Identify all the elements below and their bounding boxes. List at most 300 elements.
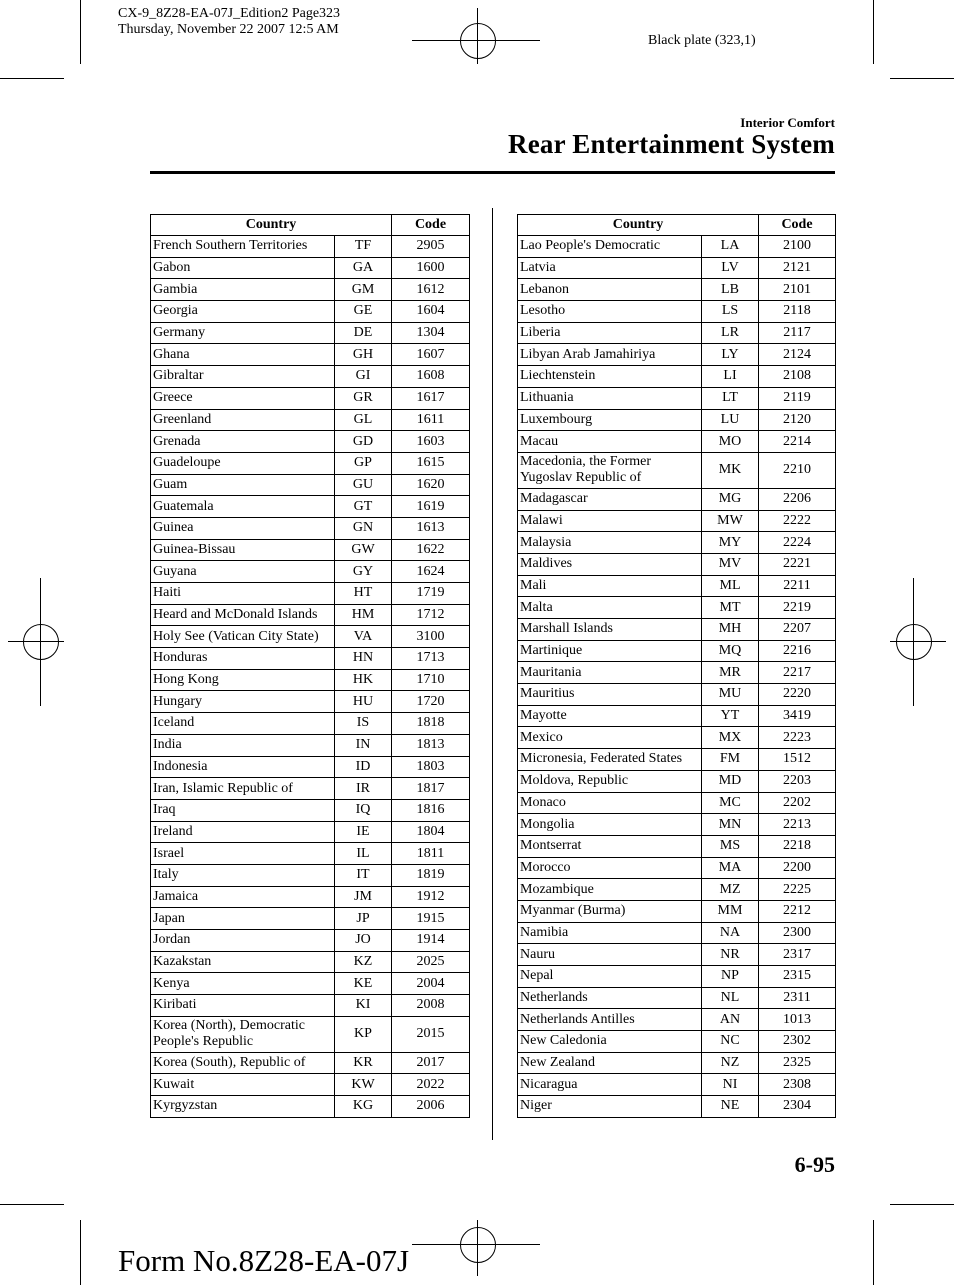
table-row: [518, 301, 836, 323]
code-cell: 2217: [759, 662, 836, 684]
code-cell: 1804: [392, 821, 470, 843]
table-row: [518, 857, 836, 879]
table-header-row: [518, 215, 836, 236]
country-cell: Ghana: [151, 344, 335, 366]
code-cell: 2317: [759, 944, 836, 966]
country-cell: Guinea-Bissau: [151, 539, 335, 561]
country-cell: Grenada: [151, 431, 335, 453]
table-row: [518, 1074, 836, 1096]
code-cell: 2015: [392, 1016, 470, 1052]
code-cell: 2221: [759, 553, 836, 575]
code-cell: 1914: [392, 930, 470, 952]
table-row: [151, 886, 470, 908]
code-cell: 1622: [392, 539, 470, 561]
country-cell: French Southern Territories: [151, 236, 335, 258]
abbr-cell: MV: [702, 553, 759, 575]
code-cell: 2121: [759, 257, 836, 279]
code-cell: 1624: [392, 561, 470, 583]
abbr-cell: MU: [702, 684, 759, 706]
abbr-cell: GD: [335, 431, 392, 453]
country-cell: Malawi: [518, 510, 702, 532]
abbr-cell: NA: [702, 922, 759, 944]
country-cell: Honduras: [151, 648, 335, 670]
table-row: [151, 734, 470, 756]
abbr-cell: ID: [335, 756, 392, 778]
code-cell: 2008: [392, 995, 470, 1017]
table-row: [151, 279, 470, 301]
country-cell: Lao People's Democratic: [518, 236, 702, 258]
country-cell: Japan: [151, 908, 335, 930]
code-cell: 2202: [759, 792, 836, 814]
abbr-cell: ML: [702, 575, 759, 597]
code-cell: 2207: [759, 619, 836, 641]
abbr-cell: MY: [702, 532, 759, 554]
country-cell: Israel: [151, 843, 335, 865]
table-row: [151, 648, 470, 670]
code-cell: 1512: [759, 749, 836, 771]
abbr-cell: GU: [335, 474, 392, 496]
abbr-cell: MR: [702, 662, 759, 684]
table-row: [151, 583, 470, 605]
country-cell: Lithuania: [518, 387, 702, 409]
abbr-cell: JP: [335, 908, 392, 930]
country-cell: Mozambique: [518, 879, 702, 901]
table-row: [151, 496, 470, 518]
page-title: Rear Entertainment System: [508, 129, 835, 159]
country-cell: Netherlands Antilles: [518, 1009, 702, 1031]
table-row: [518, 1096, 836, 1118]
code-cell: 2200: [759, 857, 836, 879]
country-cell: Kyrgyzstan: [151, 1096, 335, 1118]
abbr-cell: HK: [335, 669, 392, 691]
table-row: [151, 236, 470, 258]
table-row: [518, 366, 836, 388]
table-row: [518, 900, 836, 922]
code-cell: 2905: [392, 236, 470, 258]
abbr-cell: VA: [335, 626, 392, 648]
registration-circle: [896, 624, 932, 660]
abbr-cell: NL: [702, 987, 759, 1009]
country-cell: Morocco: [518, 857, 702, 879]
country-cell: Malta: [518, 597, 702, 619]
code-cell: 1603: [392, 431, 470, 453]
country-cell: Montserrat: [518, 835, 702, 857]
table-row: [151, 951, 470, 973]
abbr-cell: IN: [335, 734, 392, 756]
code-cell: 2308: [759, 1074, 836, 1096]
code-cell: 1811: [392, 843, 470, 865]
table-row: [151, 778, 470, 800]
country-cell: Iceland: [151, 713, 335, 735]
abbr-cell: DE: [335, 322, 392, 344]
country-cell: Georgia: [151, 301, 335, 323]
abbr-cell: HM: [335, 604, 392, 626]
table-row: [518, 257, 836, 279]
country-cell: Indonesia: [151, 756, 335, 778]
table-row: [518, 749, 836, 771]
code-cell: 1304: [392, 322, 470, 344]
table-row: [151, 539, 470, 561]
abbr-cell: IT: [335, 864, 392, 886]
country-cell: Lesotho: [518, 301, 702, 323]
code-cell: 1819: [392, 864, 470, 886]
abbr-cell: AN: [702, 1009, 759, 1031]
plate-label: Black plate (323,1): [648, 33, 756, 48]
page-number: 6-95: [794, 1152, 835, 1177]
code-cell: 2212: [759, 900, 836, 922]
code-cell: 1719: [392, 583, 470, 605]
country-cell: Nauru: [518, 944, 702, 966]
country-cell: Macau: [518, 431, 702, 453]
code-cell: 1608: [392, 366, 470, 388]
abbr-cell: NI: [702, 1074, 759, 1096]
code-cell: 2225: [759, 879, 836, 901]
table-row: [151, 973, 470, 995]
country-cell: Mayotte: [518, 705, 702, 727]
table-row: [518, 488, 836, 510]
print-meta: [118, 6, 340, 38]
abbr-cell: KG: [335, 1096, 392, 1118]
table-row: [151, 431, 470, 453]
abbr-cell: MO: [702, 431, 759, 453]
country-cell: Mauritania: [518, 662, 702, 684]
country-cell: Greece: [151, 387, 335, 409]
crop-mark: [0, 78, 64, 79]
code-cell: 2216: [759, 640, 836, 662]
code-cell: 2300: [759, 922, 836, 944]
table-row: [151, 452, 470, 474]
code-cell: 2120: [759, 409, 836, 431]
table-row: [151, 626, 470, 648]
country-cell: Kuwait: [151, 1074, 335, 1096]
code-cell: 1712: [392, 604, 470, 626]
abbr-cell: MM: [702, 900, 759, 922]
country-cell: Macedonia, the Former Yugoslav Republic of: [518, 452, 702, 488]
table-row: [151, 301, 470, 323]
abbr-cell: IE: [335, 821, 392, 843]
table-row: [151, 474, 470, 496]
abbr-cell: KE: [335, 973, 392, 995]
abbr-cell: MC: [702, 792, 759, 814]
country-cell: Holy See (Vatican City State): [151, 626, 335, 648]
table-row: [518, 279, 836, 301]
table-row: [518, 944, 836, 966]
country-cell: Haiti: [151, 583, 335, 605]
abbr-cell: KW: [335, 1074, 392, 1096]
country-code-table-right: [517, 214, 836, 1118]
code-cell: 1713: [392, 648, 470, 670]
country-cell: Liechtenstein: [518, 366, 702, 388]
abbr-cell: LU: [702, 409, 759, 431]
code-cell: 2210: [759, 452, 836, 488]
country-cell: Madagascar: [518, 488, 702, 510]
country-header: Country: [151, 215, 392, 236]
table-header-row: [151, 215, 470, 236]
table-row: [151, 1074, 470, 1096]
abbr-cell: HU: [335, 691, 392, 713]
abbr-cell: MT: [702, 597, 759, 619]
table-row: [518, 236, 836, 258]
table-row: [518, 879, 836, 901]
abbr-cell: HN: [335, 648, 392, 670]
registration-circle: [460, 1227, 496, 1263]
abbr-cell: NR: [702, 944, 759, 966]
table-row: [518, 662, 836, 684]
country-cell: Lebanon: [518, 279, 702, 301]
country-cell: Gambia: [151, 279, 335, 301]
country-cell: Libyan Arab Jamahiriya: [518, 344, 702, 366]
code-cell: 2203: [759, 770, 836, 792]
abbr-cell: GT: [335, 496, 392, 518]
table-row: [151, 669, 470, 691]
table-row: [151, 387, 470, 409]
abbr-cell: GE: [335, 301, 392, 323]
form-number: Form No.8Z28-EA-07J: [118, 1243, 410, 1278]
table-row: [518, 770, 836, 792]
table-row: [518, 727, 836, 749]
country-cell: Guadeloupe: [151, 452, 335, 474]
country-cell: Germany: [151, 322, 335, 344]
abbr-cell: KP: [335, 1016, 392, 1052]
table-row: [518, 597, 836, 619]
country-cell: Iran, Islamic Republic of: [151, 778, 335, 800]
code-cell: 2022: [392, 1074, 470, 1096]
code-cell: 1617: [392, 387, 470, 409]
abbr-cell: GW: [335, 539, 392, 561]
code-cell: 2206: [759, 488, 836, 510]
code-header: Code: [392, 215, 470, 236]
country-cell: Ireland: [151, 821, 335, 843]
country-cell: Mauritius: [518, 684, 702, 706]
table-row: [151, 930, 470, 952]
table-row: [151, 604, 470, 626]
country-cell: Heard and McDonald Islands: [151, 604, 335, 626]
abbr-cell: LR: [702, 322, 759, 344]
table-row: [518, 510, 836, 532]
country-cell: Micronesia, Federated States: [518, 749, 702, 771]
country-cell: Mali: [518, 575, 702, 597]
code-header: Code: [759, 215, 836, 236]
table-row: [151, 1052, 470, 1074]
abbr-cell: IQ: [335, 799, 392, 821]
table-row: [518, 684, 836, 706]
code-cell: 2304: [759, 1096, 836, 1118]
abbr-cell: MD: [702, 770, 759, 792]
code-cell: 2315: [759, 966, 836, 988]
abbr-cell: GN: [335, 517, 392, 539]
country-cell: Kenya: [151, 973, 335, 995]
crop-mark: [873, 1220, 874, 1285]
table-row: [518, 452, 836, 488]
code-cell: 2025: [392, 951, 470, 973]
abbr-cell: NE: [702, 1096, 759, 1118]
abbr-cell: KI: [335, 995, 392, 1017]
country-cell: Myanmar (Burma): [518, 900, 702, 922]
country-cell: Mongolia: [518, 814, 702, 836]
table-row: [518, 922, 836, 944]
table-row: [151, 517, 470, 539]
country-cell: Mexico: [518, 727, 702, 749]
table-row: [518, 640, 836, 662]
country-cell: Guinea: [151, 517, 335, 539]
table-row: [518, 1052, 836, 1074]
code-cell: 3419: [759, 705, 836, 727]
country-cell: Nicaragua: [518, 1074, 702, 1096]
abbr-cell: YT: [702, 705, 759, 727]
code-cell: 2124: [759, 344, 836, 366]
code-cell: 1912: [392, 886, 470, 908]
country-cell: Jordan: [151, 930, 335, 952]
country-cell: New Zealand: [518, 1052, 702, 1074]
table-row: [151, 561, 470, 583]
code-cell: 2218: [759, 835, 836, 857]
column-divider: [492, 208, 493, 1140]
table-row: [518, 835, 836, 857]
abbr-cell: NC: [702, 1031, 759, 1053]
code-cell: 1611: [392, 409, 470, 431]
abbr-cell: LI: [702, 366, 759, 388]
code-cell: 1813: [392, 734, 470, 756]
file-line: CX-9_8Z28-EA-07J_Edition2 Page323: [118, 6, 341, 21]
table-row: [151, 322, 470, 344]
table-row: [518, 532, 836, 554]
table-row: [151, 366, 470, 388]
country-cell: Greenland: [151, 409, 335, 431]
table-row: [151, 864, 470, 886]
code-cell: 2222: [759, 510, 836, 532]
table-row: [151, 756, 470, 778]
country-cell: Hong Kong: [151, 669, 335, 691]
code-cell: 2223: [759, 727, 836, 749]
country-cell: Kiribati: [151, 995, 335, 1017]
abbr-cell: MX: [702, 727, 759, 749]
abbr-cell: GR: [335, 387, 392, 409]
abbr-cell: GH: [335, 344, 392, 366]
title-rule: [150, 171, 835, 174]
code-cell: 1710: [392, 669, 470, 691]
code-cell: 2220: [759, 684, 836, 706]
country-cell: Namibia: [518, 922, 702, 944]
country-cell: Nepal: [518, 966, 702, 988]
abbr-cell: KR: [335, 1052, 392, 1074]
abbr-cell: KZ: [335, 951, 392, 973]
country-header: Country: [518, 215, 759, 236]
abbr-cell: LS: [702, 301, 759, 323]
abbr-cell: MS: [702, 835, 759, 857]
code-cell: 1013: [759, 1009, 836, 1031]
table-row: [518, 431, 836, 453]
crop-mark: [873, 0, 874, 64]
abbr-cell: FM: [702, 749, 759, 771]
code-cell: 2214: [759, 431, 836, 453]
table-row: [518, 553, 836, 575]
table-row: [151, 821, 470, 843]
code-cell: 2224: [759, 532, 836, 554]
abbr-cell: NP: [702, 966, 759, 988]
abbr-cell: JO: [335, 930, 392, 952]
table-row: [518, 322, 836, 344]
abbr-cell: MW: [702, 510, 759, 532]
table-row: [518, 705, 836, 727]
code-cell: 2219: [759, 597, 836, 619]
table-row: [518, 387, 836, 409]
abbr-cell: TF: [335, 236, 392, 258]
abbr-cell: IS: [335, 713, 392, 735]
abbr-cell: MA: [702, 857, 759, 879]
code-cell: 2006: [392, 1096, 470, 1118]
table-row: [518, 1031, 836, 1053]
country-cell: Liberia: [518, 322, 702, 344]
section-label: Interior Comfort: [740, 115, 835, 130]
abbr-cell: MN: [702, 814, 759, 836]
table-row: [151, 257, 470, 279]
code-cell: 1612: [392, 279, 470, 301]
code-cell: 1600: [392, 257, 470, 279]
country-cell: Kazakstan: [151, 951, 335, 973]
table-row: [151, 713, 470, 735]
code-cell: 1816: [392, 799, 470, 821]
table-row: [518, 409, 836, 431]
code-cell: 1720: [392, 691, 470, 713]
code-cell: 2100: [759, 236, 836, 258]
table-row: [518, 987, 836, 1009]
abbr-cell: IR: [335, 778, 392, 800]
country-cell: Gabon: [151, 257, 335, 279]
country-cell: Korea (North), Democratic People's Republic: [151, 1016, 335, 1052]
abbr-cell: MQ: [702, 640, 759, 662]
abbr-cell: LB: [702, 279, 759, 301]
code-cell: 2004: [392, 973, 470, 995]
table-row: [151, 409, 470, 431]
table-row: [151, 1016, 470, 1052]
code-cell: 2311: [759, 987, 836, 1009]
abbr-cell: MZ: [702, 879, 759, 901]
abbr-cell: GA: [335, 257, 392, 279]
code-cell: 2119: [759, 387, 836, 409]
date-line: Thursday, November 22 2007 12:5 AM: [118, 22, 339, 37]
code-cell: 1620: [392, 474, 470, 496]
table-row: [151, 1096, 470, 1118]
code-cell: 2213: [759, 814, 836, 836]
code-cell: 3100: [392, 626, 470, 648]
country-cell: Maldives: [518, 553, 702, 575]
crop-mark: [80, 1220, 81, 1285]
country-cell: Gibraltar: [151, 366, 335, 388]
abbr-cell: JM: [335, 886, 392, 908]
country-cell: Monaco: [518, 792, 702, 814]
code-cell: 1818: [392, 713, 470, 735]
registration-circle: [23, 624, 59, 660]
abbr-cell: GI: [335, 366, 392, 388]
country-cell: Netherlands: [518, 987, 702, 1009]
table-row: [151, 691, 470, 713]
country-cell: Jamaica: [151, 886, 335, 908]
table-row: [151, 344, 470, 366]
country-cell: Latvia: [518, 257, 702, 279]
code-cell: 1604: [392, 301, 470, 323]
abbr-cell: LT: [702, 387, 759, 409]
abbr-cell: GP: [335, 452, 392, 474]
code-cell: 1615: [392, 452, 470, 474]
country-cell: Martinique: [518, 640, 702, 662]
crop-mark: [80, 0, 81, 64]
abbr-cell: GM: [335, 279, 392, 301]
table-row: [518, 792, 836, 814]
crop-mark: [0, 1204, 64, 1205]
table-row: [151, 908, 470, 930]
code-cell: 1817: [392, 778, 470, 800]
table-row: [518, 814, 836, 836]
